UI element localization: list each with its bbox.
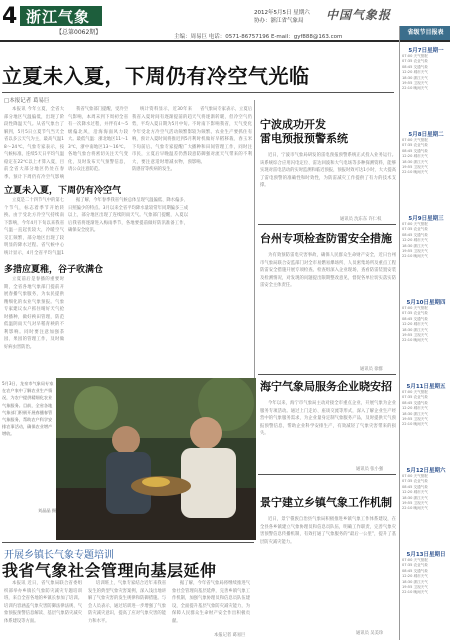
sidebar-program-row: 18:30 浙江天气 [402,579,428,584]
sidebar-program-row: 22:10 晚间天气 [402,590,428,595]
ningbo-headline-line2: 雷电预报预警系统 [260,132,348,145]
haining-headline: 海宁气象局服务企业晓安招 [260,380,392,393]
masthead [0,0,450,42]
bottom-column-1: 本报讯 近日，省气象局联合省委组织部举办乡镇长气象防灾减灾专题培训班，来自全省各地的乡镇长参加了培训。培训内容涵盖气象灾害防御法律法规、气象预报预警信息解读、基层气象防灾减灾体系建设等方面。 [4,581,82,624]
sidebar-program-row: 18:30 浙江天气 [402,327,428,332]
lead-column-1c: 立夏前后是春播的重要时期，全省各地气象部门提前开展春播气象服务，为农民提供精细化的农业气象预报。气象专家建议农户抓住晴好天气抢时播种，做好秧田管理，防范低温阴雨天气对早稻育秧的不利影响。同时要注意加强茶园、果园的管理工作，及时做好病虫害防治。 [4,277,64,350]
section-rule [258,474,396,475]
sidebar-program-row: 19:55 卫视天气 [402,584,428,589]
photo-credit: 刘晶晶 摄 [38,508,57,513]
lead-subheadline-1: 立夏未入夏，下周仍有冷空气 [4,186,122,196]
taizhou-headline: 台州专项检查防雷安全措施 [260,232,392,245]
sidebar-program-row: 19:55 卫视天气 [402,332,428,337]
issue-number: 【总第0062期】 [56,29,102,36]
lead-column-3b: 省气象局专家表示，立夏后天气将逐渐转暖，但冷空气仍不时南下影响我省，天气变化较为频繁。农业生产要抓住有利时机做好早稻移栽、春玉米播种和田间管理工作，同时注意防御强对流天气带来的不利影响。 [192,107,252,165]
sidebar-program-row: 07:00 天气预报 [402,474,428,478]
sidebar-program-row: 07:35 农业气象 [402,143,428,148]
sidebar-day-heading: 5月9日星期三 [408,216,444,222]
ningbo-author: 通讯员 沈东东 许仁权 [340,217,382,222]
sidebar-program-row: 19:55 卫视天气 [402,500,428,505]
sidebar-program-row: 12:20 城市天气 [402,406,428,411]
lead-column-3: 统计资料显示，近30年来我省入夏时间有逐渐提前的趋势，平均入夏日期为5月中旬。今年受北方冷空气活动频繁影响，预计入夏时间将推迟到5月下旬前后。气象专家提醒广大市民，立夏后早晚温差仍然较大，要注意适时增减衣物，预防感冒等疾病的发生。 [132,107,192,172]
tv-schedule-sidebar [399,26,450,640]
sidebar-day-heading: 5月11日星期五 [406,384,446,390]
sidebar-day-block [402,550,450,596]
lead-column-2b: 据了解，今年春季我省气候总体呈现气温偏低、降水偏多、日照偏少的特点。3月以来全省平均降水量较常年同期偏多三成以上，部分地区出现了连续阴雨天气。气象部门提醒，入夏以后我省将逐渐进入梅雨季节，各地要提前做好防汛准备工作，确保安全度汛。 [68,198,188,233]
sidebar-program-row: 22:10 晚间天气 [402,254,428,259]
sidebar-program-row: 12:20 城市天气 [402,154,428,159]
sidebar-day-block [402,214,450,260]
ningbo-body: 近日，宁波市气象局研发的雷电预报预警系统正式投入业务运行。该系统综合应用闪电定位、雷达回波和大气电场等多种探测资料，能够实现对雷电活动的实时监测和临近预报，预报时效可达1小时，大大提高了雷电预警的准确性和时效性，为防雷减灾工作提供了有力的技术支撑。 [260,153,396,188]
haining-author: 通讯员 张小强 [356,467,384,472]
sidebar-program-row: 22:10 晚间天气 [402,170,428,175]
sidebar-program-row: 08:45 交通气象 [402,148,428,153]
sidebar-program-row: 19:55 卫视天气 [402,248,428,253]
taizhou-author: 通讯员 徐群 [360,367,383,372]
sidebar-program-row: 08:45 交通气象 [402,400,428,405]
lead-byline: □本报记者 葛易巨 [4,98,50,104]
sidebar-program-row: 18:30 浙江天气 [402,159,428,164]
sidebar-day-heading: 5月8日星期二 [408,132,444,138]
sidebar-program-row: 07:35 农业气象 [402,311,428,316]
newspaper-logo: 中国气象报 [326,8,392,22]
section-rule [258,374,396,375]
sidebar-program-row: 12:20 城市天气 [402,490,428,495]
bottom-kicker: 开展乡镇长气象专题培训 [4,550,114,561]
sidebar-program-row: 07:35 农业气象 [402,227,428,232]
bottom-headline: 我省气象社会管理向基层延伸 [2,561,217,580]
sidebar-program-row: 08:45 交通气象 [402,232,428,237]
page-number: 4 [2,4,18,29]
haining-body: 今年以来，海宁市气象局主动对接全市重点企业，开展气象为企业服务专项活动。通过上门走访、座谈交流等形式，深入了解企业生产经营中的气象服务需求，为企业量身定制气象服务产品，及时提供天气预报预警信息，帮助企业科学安排生产，有效减轻了气象灾害带来的损失。 [260,401,396,436]
sidebar-title: 省级节目报表 [400,26,450,40]
sidebar-program-row: 08:45 交通气象 [402,568,428,573]
sidebar-program-row: 07:35 农业气象 [402,395,428,400]
sidebar-day-block [402,130,450,176]
sidebar-day-heading: 5月13日星期日 [406,552,446,558]
sidebar-program-row: 18:30 浙江天气 [402,411,428,416]
sidebar-program-row: 12:20 城市天气 [402,574,428,579]
sidebar-program-row: 18:30 浙江天气 [402,495,428,500]
sidebar-day-heading: 5月12日星期六 [406,468,446,474]
sidebar-program-row: 18:30 浙江天气 [402,243,428,248]
sidebar-program-row: 07:35 农业气象 [402,59,428,64]
sidebar-program-row: 07:35 农业气象 [402,563,428,568]
co-publisher: 协办：浙江省气象局 [254,18,304,24]
lead-column-2: 我省气象部门提醒，受冷空气影响，本周末到下周初全省有一次降水过程，并伴有4～5级偏北风，沿海海面风力较大。最低气温：浙北地区11～13℃，浙中南地区13～16℃。各地气象台将密切关注天气变化，及时发布天气预警信息，请公众注意防范。 [68,107,128,172]
sidebar-program-row: 22:10 晚间天气 [402,338,428,343]
sidebar-day-block [402,298,450,344]
publication-date: 2012年5月5日 星期六 [254,10,310,16]
section-title: 浙江气象 [26,8,91,26]
lead-column-1: 本报讯 今年立夏，全省大部分地区气温偏低，出现了阶段性降温天气。从省气象台了解到，5月5日立夏节气当天全省以多云天气为主，最高气温18～24℃。气象专家表示，按气候标准，连续5天日平均气温稳定在22℃以上才算入夏，目前全省大部分地区仍处在春季。预计下周仍有冷空气影响 [4,107,64,180]
sidebar-program-row: 18:30 浙江天气 [402,75,428,80]
sidebar-program-row: 08:45 交通气象 [402,64,428,69]
sidebar-program-row: 07:00 天气预报 [402,558,428,562]
photo-image [56,378,256,540]
ningbo-headline [260,118,348,146]
sidebar-day-block [402,46,450,92]
sidebar-program-row: 22:10 晚间天气 [402,422,428,427]
sidebar-program-row: 22:10 晚间天气 [402,506,428,511]
sidebar-program-row: 07:00 天气预报 [402,54,428,58]
sidebar-day-block [402,382,450,428]
sidebar-program-row: 07:00 天气预报 [402,138,428,142]
sidebar-day-heading: 5月7日星期一 [408,48,444,54]
sidebar-program-row: 12:20 城市天气 [402,322,428,327]
headline-rule [2,92,394,93]
lead-column-1b: 立夏是二十四节气中的第七个节气，标志着季节开始转换。由于受北方冷空气持续南下影响，今年4月下旬以来我省气温一直起伏较大，冷暖空气交汇频繁，部分地区出现了较明显的降水过程。省气候中心统计显示，4月全省平均气温1 [4,198,64,256]
jingning-headline: 景宁建立乡镇气象工作机制 [260,496,392,509]
sidebar-program-row: 08:45 交通气象 [402,316,428,321]
bottom-rule [2,542,254,543]
sidebar-program-row: 08:45 交通气象 [402,484,428,489]
sidebar-program-row: 19:55 卫视天气 [402,164,428,169]
taizhou-body: 为有效预防雷电灾害事故，确保人民群众生命财产安全，近日台州市气象局联合安监部门对全市易燃易爆场所、人员密集场所及重点工程防雷安全措施开展专项检查。检查组深入企业现场，查看防雷装置安装及检测情况，对发现的问题提出限期整改意见，督促各单位切实落实防雷安全主体责任。 [260,253,396,288]
ningbo-headline-line1: 宁波成功开发 [260,118,326,131]
bottom-column-2: 培训班上，气象专家结合近年来我省发生的典型气象灾害案例，深入浅出地讲解了气象灾害的发生规律和防御措施。与会人员表示，通过培训进一步增强了气象防灾减灾意识，提高了应对气象灾害的能力和水平。 [88,581,166,624]
lead-headline: 立夏未入夏，下周仍有冷空气光临 [2,64,310,88]
jingning-body: 近日，景宁畲族自治县气象局积极推进乡镇气象工作体系建设，在全县各乡镇建立气象协理员和信息员队伍，明确工作职责，完善气象灾害预警信息传播机制，有效打通了气象服务的“最后一公里”，提升了基层防灾减灾能力。 [260,517,396,545]
news-photo [56,378,256,540]
bottom-author: 本报记者 葛易巨 [214,633,246,638]
bottom-column-3: 据了解，今年省气象局将继续推进气象社会管理向基层延伸，完善乡镇气象工作机制，加强气象协理员和信息员队伍建设，全面提升基层气象防灾减灾能力，为保障人民群众生命财产安全作出积极贡献。 [172,581,250,624]
sidebar-program-row: 07:00 天气预报 [402,390,428,394]
photo-caption: 5月3日，龙泉市气象局专家在农户家中了解农业生产情况，为农户提供精细化农业气象服务。目前，全省各地气象部门积极开展春播春管气象服务，帮助农户科学安排农事活动，确保农业增产增收。 [2,381,54,437]
section-rule [258,224,396,225]
sidebar-program-row: 07:00 天气预报 [402,222,428,226]
sidebar-program-row: 07:35 农业气象 [402,479,428,484]
sidebar-program-row: 22:10 晚间天气 [402,86,428,91]
sidebar-day-heading: 5月10日星期四 [406,300,446,306]
sidebar-program-row: 19:55 卫视天气 [402,416,428,421]
sidebar-day-block [402,466,450,512]
sidebar-program-row: 12:20 城市天气 [402,238,428,243]
jingning-author: 通讯员 吴美珍 [356,631,384,636]
sidebar-program-row: 07:00 天气预报 [402,306,428,310]
lead-subheadline-2: 多措应夏稚，谷子收满仓 [4,265,104,275]
editor-contact-line: 主编：周易巨 电话：0571-86757196 E-mail：gyf888@163.com [174,34,343,40]
sidebar-program-row: 19:55 卫视天气 [402,80,428,85]
sidebar-program-row: 12:20 城市天气 [402,70,428,75]
